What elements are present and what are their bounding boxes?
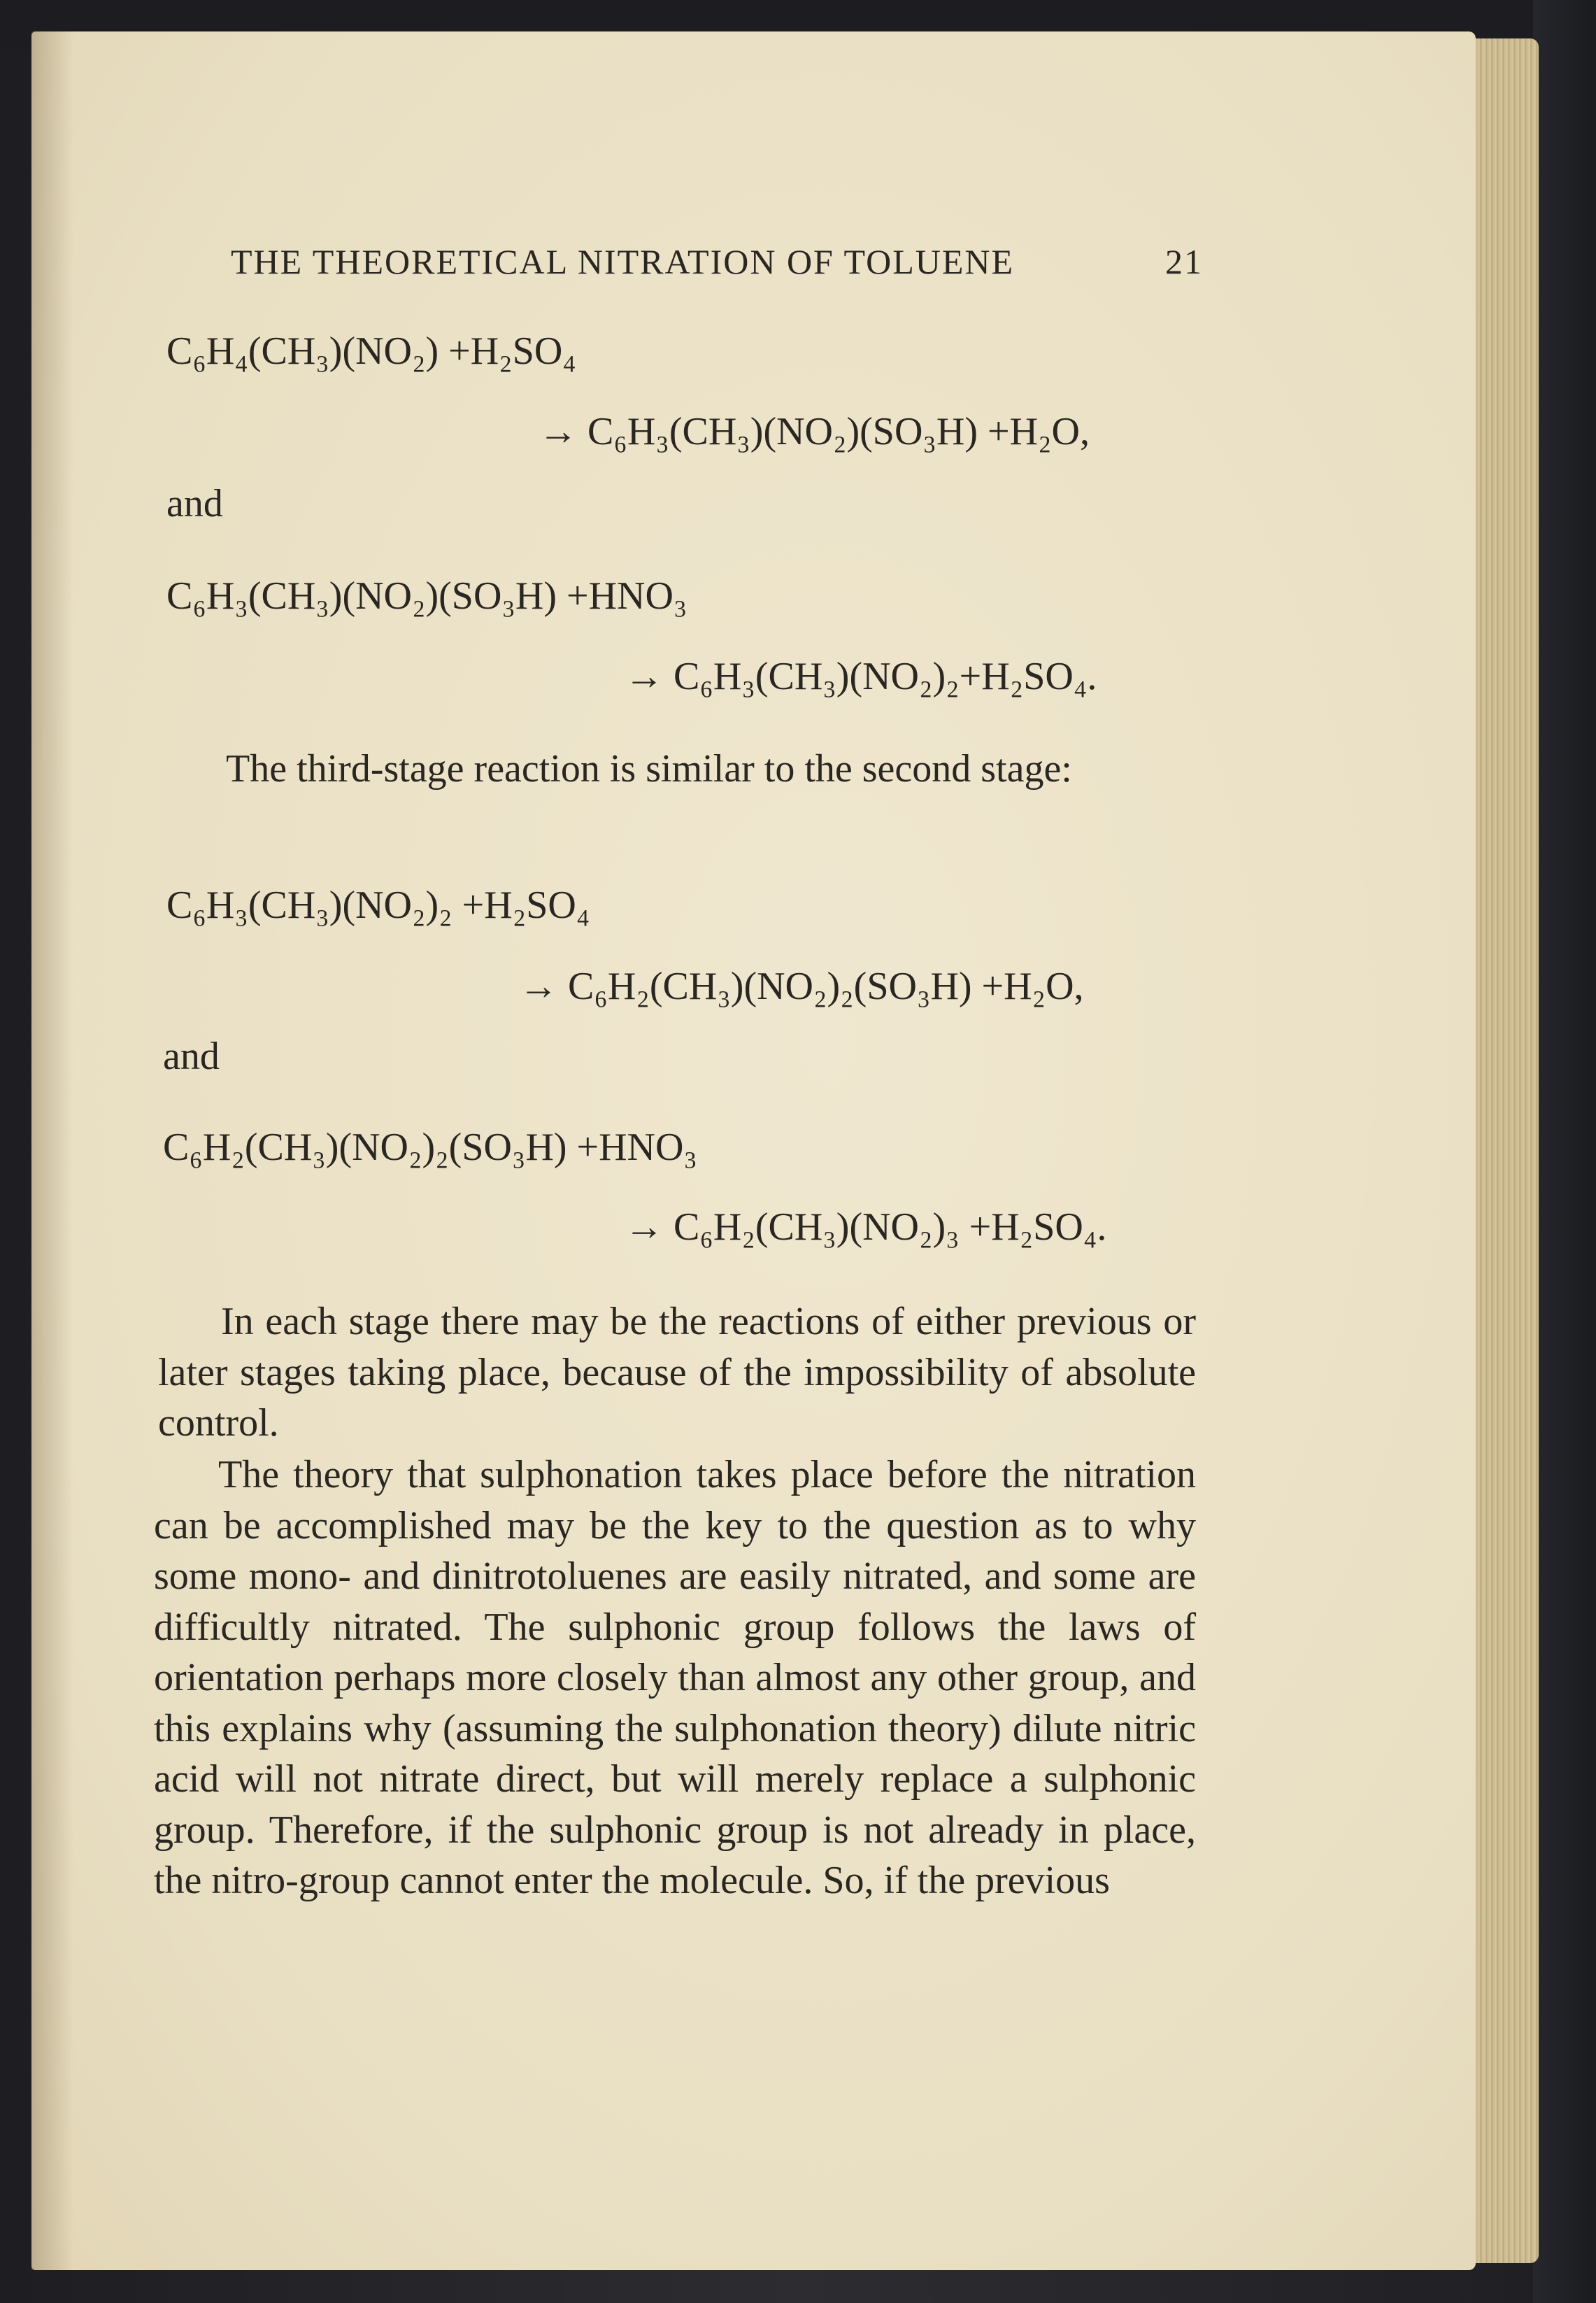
connector-and: and [163,1035,220,1078]
paragraph-each-stage: In each stage there may be the reactions of either previous or later stages taking place, because of the impossibility of absolute control. [158,1300,1196,1445]
equation-stage3-1-rhs: → C₆H₂(CH₃)(NO₂)₂(SO₃H) +H₂O, [519,965,1084,1008]
equation-stage3-2-rhs: → C₆H₂(CH₃)(NO₂)₃ +H₂SO₄. [625,1205,1107,1249]
connector-and: and [166,482,223,525]
equation-stage3-1-lhs: C₆H₃(CH₃)(NO₂)₂ +H₂SO₄ [166,884,590,927]
running-head-title: THE THEORETICAL NITRATION OF TOLUENE [231,242,1015,281]
equation-stage2-2-lhs: C₆H₃(CH₃)(NO₂)(SO₃H) +HNO₃ [166,574,687,618]
equation-stage2-1-rhs: → C₆H₃(CH₃)(NO₂)(SO₃H) +H₂O, [539,410,1090,453]
book-cover-right [1533,0,1596,2303]
page-gutter-shadow [31,31,73,2270]
equation-stage2-1-lhs: C₆H₄(CH₃)(NO₂) +H₂SO₄ [166,329,576,373]
running-head [231,241,1203,282]
paragraph-sulphonation-theory: The theory that sulphonation takes place before the nitration can be accomplished may be the key to the question as to why some mono- and dinitrotoluenes are easily nitrated, and some are difficultly nitrated. The sulphonic group follows the laws of orientation perhaps more closely than almost any other group, and this explains why (assuming the sulphonation theory) dilute nitric acid will not nitrate direct, but will merely replace a sulphonic group. Therefore, if the sulphonic group is not already in place, the nitro-group cannot enter the molecule. So, if the previous [154,1453,1196,1902]
equation-stage2-2-rhs: → C₆H₃(CH₃)(NO₂)₂+H₂SO₄. [625,655,1097,698]
page-number: 21 [1165,242,1203,281]
paragraph-third-stage-intro: The third-stage reaction is similar to the second stage: [226,747,1072,791]
equation-stage3-2-lhs: C₆H₂(CH₃)(NO₂)₂(SO₃H) +HNO₃ [163,1126,697,1169]
